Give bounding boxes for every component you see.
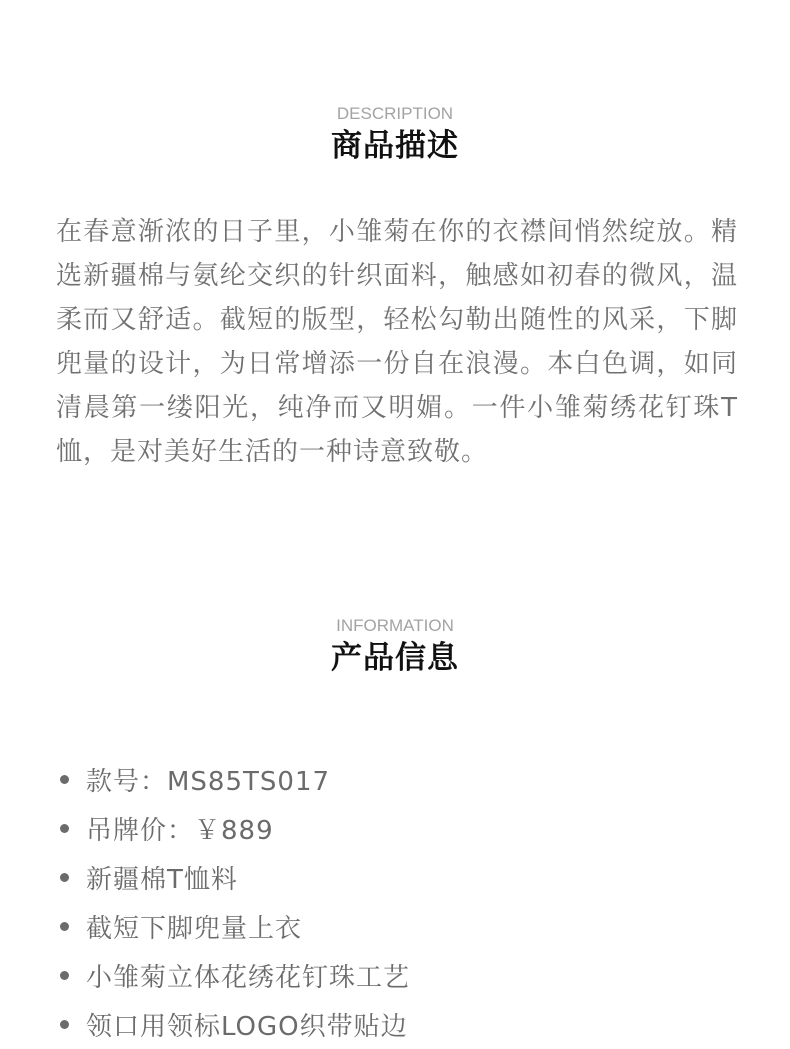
description-title: 商品描述 — [331, 128, 459, 164]
description-body: 在春意渐浓的日子里，小雏菊在你的衣襟间悄然绽放。精选新疆棉与氨纶交织的针织面料，触感如初春的微风，温柔而又舒适。截短的版型，轻松勾勒出随性的风采，下脚兜量的设计，为日常增添一份自在浪漫。本白色调，如同清晨第一缕阳光，纯净而又明媚。一件小雏菊绣花钉珠T恤，是对美好生活的一种诗意致敬。 — [56, 217, 738, 467]
bullet-icon — [60, 1020, 69, 1029]
info-item-text: 款号：MS85TS017 — [86, 767, 331, 797]
description-eyebrow: DESCRIPTION — [336, 104, 454, 123]
information-eyebrow: INFORMATION — [336, 616, 454, 635]
info-item-text: 新疆棉T恤料 — [86, 865, 238, 895]
info-item-text: 小雏菊立体花绣花钉珠工艺 — [86, 963, 411, 993]
bullet-icon — [60, 873, 69, 882]
info-item-text: 领口用领标LOGO织带贴边 — [86, 1012, 408, 1042]
info-item-craft — [60, 951, 760, 1000]
product-info-list — [60, 755, 760, 1049]
info-item-tag-price — [60, 804, 760, 853]
bullet-icon — [60, 922, 69, 931]
bullet-icon — [60, 971, 69, 980]
description-header — [0, 104, 790, 166]
info-item-collar — [60, 1000, 760, 1049]
info-item-text: 吊牌价：￥889 — [86, 816, 274, 846]
bullet-icon — [60, 824, 69, 833]
info-item-cut — [60, 902, 760, 951]
bullet-icon — [60, 775, 69, 784]
info-item-text: 截短下脚兜量上衣 — [86, 914, 303, 944]
info-item-style-number — [60, 755, 760, 804]
information-title: 产品信息 — [331, 640, 459, 676]
info-item-fabric — [60, 853, 760, 902]
information-header — [0, 616, 790, 678]
